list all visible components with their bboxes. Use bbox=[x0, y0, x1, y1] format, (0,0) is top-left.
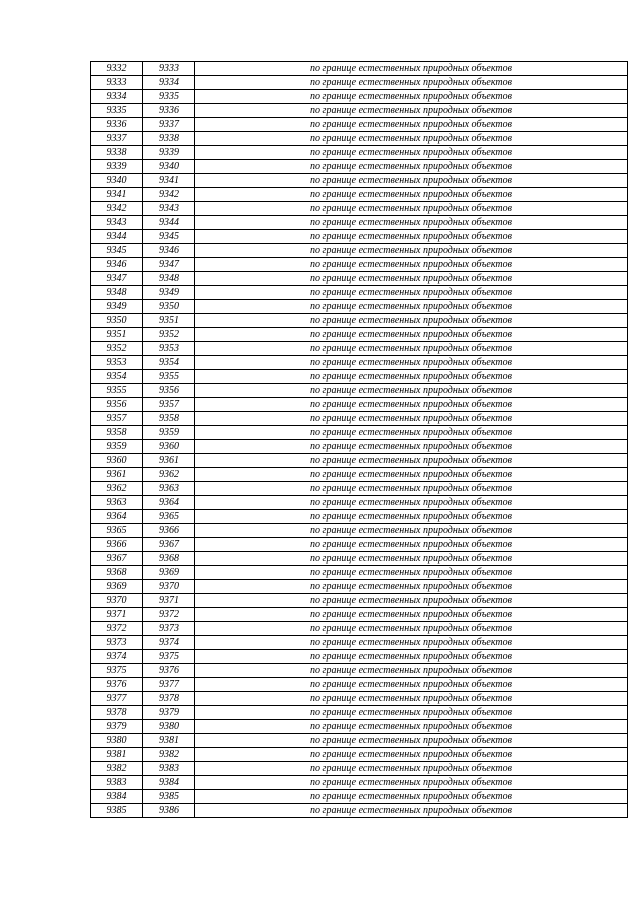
point-from-cell: 9354 bbox=[91, 370, 143, 384]
point-to-cell: 9353 bbox=[143, 342, 195, 356]
table-row bbox=[91, 538, 628, 552]
boundary-description-cell: по границе естественных природных объектов bbox=[195, 566, 628, 580]
boundary-description-cell: по границе естественных природных объектов bbox=[195, 286, 628, 300]
point-from-cell: 9350 bbox=[91, 314, 143, 328]
point-to-cell: 9345 bbox=[143, 230, 195, 244]
boundary-description-cell: по границе естественных природных объектов bbox=[195, 664, 628, 678]
point-to-cell: 9362 bbox=[143, 468, 195, 482]
boundary-description-cell: по границе естественных природных объектов bbox=[195, 104, 628, 118]
point-to-cell: 9363 bbox=[143, 482, 195, 496]
table-row bbox=[91, 482, 628, 496]
point-to-cell: 9342 bbox=[143, 188, 195, 202]
boundary-description-cell: по границе естественных природных объектов bbox=[195, 580, 628, 594]
point-from-cell: 9344 bbox=[91, 230, 143, 244]
point-from-cell: 9370 bbox=[91, 594, 143, 608]
boundary-description-cell: по границе естественных природных объектов bbox=[195, 636, 628, 650]
point-from-cell: 9380 bbox=[91, 734, 143, 748]
boundary-description-cell: по границе естественных природных объектов bbox=[195, 790, 628, 804]
point-from-cell: 9364 bbox=[91, 510, 143, 524]
point-from-cell: 9349 bbox=[91, 300, 143, 314]
table-row bbox=[91, 552, 628, 566]
point-to-cell: 9355 bbox=[143, 370, 195, 384]
point-to-cell: 9364 bbox=[143, 496, 195, 510]
boundary-description-cell: по границе естественных природных объектов bbox=[195, 244, 628, 258]
point-to-cell: 9335 bbox=[143, 90, 195, 104]
point-from-cell: 9352 bbox=[91, 342, 143, 356]
point-from-cell: 9383 bbox=[91, 776, 143, 790]
table-row bbox=[91, 804, 628, 818]
point-from-cell: 9334 bbox=[91, 90, 143, 104]
boundary-description-cell: по границе естественных природных объектов bbox=[195, 734, 628, 748]
point-from-cell: 9366 bbox=[91, 538, 143, 552]
table-row bbox=[91, 216, 628, 230]
point-to-cell: 9343 bbox=[143, 202, 195, 216]
table-row bbox=[91, 468, 628, 482]
point-from-cell: 9377 bbox=[91, 692, 143, 706]
point-from-cell: 9339 bbox=[91, 160, 143, 174]
point-from-cell: 9356 bbox=[91, 398, 143, 412]
table-row bbox=[91, 510, 628, 524]
boundary-description-cell: по границе естественных природных объектов bbox=[195, 272, 628, 286]
boundary-description-cell: по границе естественных природных объектов bbox=[195, 370, 628, 384]
point-to-cell: 9382 bbox=[143, 748, 195, 762]
point-from-cell: 9336 bbox=[91, 118, 143, 132]
boundary-table bbox=[90, 61, 628, 818]
point-to-cell: 9347 bbox=[143, 258, 195, 272]
point-to-cell: 9359 bbox=[143, 426, 195, 440]
boundary-description-cell: по границе естественных природных объектов bbox=[195, 174, 628, 188]
point-from-cell: 9381 bbox=[91, 748, 143, 762]
table-row bbox=[91, 440, 628, 454]
boundary-description-cell: по границе естественных природных объектов bbox=[195, 62, 628, 76]
point-from-cell: 9379 bbox=[91, 720, 143, 734]
point-to-cell: 9361 bbox=[143, 454, 195, 468]
table-row bbox=[91, 594, 628, 608]
table-row bbox=[91, 692, 628, 706]
table-row bbox=[91, 132, 628, 146]
boundary-description-cell: по границе естественных природных объектов bbox=[195, 300, 628, 314]
boundary-description-cell: по границе естественных природных объектов bbox=[195, 146, 628, 160]
point-to-cell: 9338 bbox=[143, 132, 195, 146]
boundary-description-cell: по границе естественных природных объектов bbox=[195, 314, 628, 328]
point-from-cell: 9373 bbox=[91, 636, 143, 650]
table-row bbox=[91, 160, 628, 174]
point-from-cell: 9374 bbox=[91, 650, 143, 664]
point-to-cell: 9375 bbox=[143, 650, 195, 664]
table-row bbox=[91, 748, 628, 762]
table-row bbox=[91, 258, 628, 272]
point-from-cell: 9353 bbox=[91, 356, 143, 370]
point-from-cell: 9357 bbox=[91, 412, 143, 426]
boundary-description-cell: по границе естественных природных объектов bbox=[195, 188, 628, 202]
table-row bbox=[91, 454, 628, 468]
point-to-cell: 9379 bbox=[143, 706, 195, 720]
boundary-description-cell: по границе естественных природных объектов bbox=[195, 706, 628, 720]
point-to-cell: 9373 bbox=[143, 622, 195, 636]
table-row bbox=[91, 580, 628, 594]
boundary-description-cell: по границе естественных природных объектов bbox=[195, 804, 628, 818]
table-row bbox=[91, 244, 628, 258]
point-to-cell: 9384 bbox=[143, 776, 195, 790]
point-to-cell: 9352 bbox=[143, 328, 195, 342]
point-to-cell: 9348 bbox=[143, 272, 195, 286]
table-row bbox=[91, 328, 628, 342]
table-row bbox=[91, 370, 628, 384]
point-to-cell: 9337 bbox=[143, 118, 195, 132]
boundary-description-cell: по границе естественных природных объектов bbox=[195, 454, 628, 468]
boundary-description-cell: по границе естественных природных объектов bbox=[195, 608, 628, 622]
point-from-cell: 9347 bbox=[91, 272, 143, 286]
table-row bbox=[91, 356, 628, 370]
point-to-cell: 9351 bbox=[143, 314, 195, 328]
point-to-cell: 9339 bbox=[143, 146, 195, 160]
boundary-description-cell: по границе естественных природных объектов bbox=[195, 412, 628, 426]
table-row bbox=[91, 76, 628, 90]
boundary-description-cell: по границе естественных природных объектов bbox=[195, 398, 628, 412]
boundary-description-cell: по границе естественных природных объектов bbox=[195, 552, 628, 566]
point-to-cell: 9344 bbox=[143, 216, 195, 230]
point-from-cell: 9342 bbox=[91, 202, 143, 216]
table-row bbox=[91, 62, 628, 76]
boundary-description-cell: по границе естественных природных объектов bbox=[195, 524, 628, 538]
point-from-cell: 9358 bbox=[91, 426, 143, 440]
boundary-description-cell: по границе естественных природных объектов bbox=[195, 776, 628, 790]
point-to-cell: 9366 bbox=[143, 524, 195, 538]
point-to-cell: 9376 bbox=[143, 664, 195, 678]
point-to-cell: 9367 bbox=[143, 538, 195, 552]
point-from-cell: 9362 bbox=[91, 482, 143, 496]
point-to-cell: 9370 bbox=[143, 580, 195, 594]
point-from-cell: 9378 bbox=[91, 706, 143, 720]
table-row bbox=[91, 496, 628, 510]
boundary-description-cell: по границе естественных природных объектов bbox=[195, 426, 628, 440]
point-from-cell: 9367 bbox=[91, 552, 143, 566]
point-from-cell: 9365 bbox=[91, 524, 143, 538]
point-to-cell: 9349 bbox=[143, 286, 195, 300]
boundary-description-cell: по границе естественных природных объектов bbox=[195, 482, 628, 496]
point-from-cell: 9384 bbox=[91, 790, 143, 804]
boundary-description-cell: по границе естественных природных объектов bbox=[195, 160, 628, 174]
point-from-cell: 9338 bbox=[91, 146, 143, 160]
point-from-cell: 9371 bbox=[91, 608, 143, 622]
table-row bbox=[91, 118, 628, 132]
table-row bbox=[91, 342, 628, 356]
boundary-description-cell: по границе естественных природных объектов bbox=[195, 132, 628, 146]
table-row bbox=[91, 90, 628, 104]
table-body bbox=[91, 62, 628, 818]
point-from-cell: 9375 bbox=[91, 664, 143, 678]
point-from-cell: 9348 bbox=[91, 286, 143, 300]
point-to-cell: 9368 bbox=[143, 552, 195, 566]
table-row bbox=[91, 300, 628, 314]
boundary-description-cell: по границе естественных природных объектов bbox=[195, 748, 628, 762]
boundary-description-cell: по границе естественных природных объектов bbox=[195, 692, 628, 706]
boundary-description-cell: по границе естественных природных объектов bbox=[195, 538, 628, 552]
boundary-description-cell: по границе естественных природных объектов bbox=[195, 496, 628, 510]
table-row bbox=[91, 734, 628, 748]
table-row bbox=[91, 398, 628, 412]
table-row bbox=[91, 426, 628, 440]
table-row bbox=[91, 622, 628, 636]
table-row bbox=[91, 272, 628, 286]
point-from-cell: 9351 bbox=[91, 328, 143, 342]
point-to-cell: 9340 bbox=[143, 160, 195, 174]
point-from-cell: 9363 bbox=[91, 496, 143, 510]
table-row bbox=[91, 720, 628, 734]
point-from-cell: 9376 bbox=[91, 678, 143, 692]
point-to-cell: 9336 bbox=[143, 104, 195, 118]
point-to-cell: 9354 bbox=[143, 356, 195, 370]
point-to-cell: 9334 bbox=[143, 76, 195, 90]
point-to-cell: 9385 bbox=[143, 790, 195, 804]
point-from-cell: 9341 bbox=[91, 188, 143, 202]
table-row bbox=[91, 188, 628, 202]
table-row bbox=[91, 314, 628, 328]
point-to-cell: 9360 bbox=[143, 440, 195, 454]
boundary-description-cell: по границе естественных природных объектов bbox=[195, 678, 628, 692]
table-row bbox=[91, 230, 628, 244]
point-from-cell: 9335 bbox=[91, 104, 143, 118]
point-from-cell: 9369 bbox=[91, 580, 143, 594]
point-to-cell: 9341 bbox=[143, 174, 195, 188]
point-to-cell: 9383 bbox=[143, 762, 195, 776]
point-to-cell: 9365 bbox=[143, 510, 195, 524]
boundary-description-cell: по границе естественных природных объектов bbox=[195, 720, 628, 734]
point-to-cell: 9374 bbox=[143, 636, 195, 650]
point-from-cell: 9385 bbox=[91, 804, 143, 818]
table-row bbox=[91, 762, 628, 776]
boundary-description-cell: по границе естественных природных объектов bbox=[195, 622, 628, 636]
point-from-cell: 9361 bbox=[91, 468, 143, 482]
point-to-cell: 9372 bbox=[143, 608, 195, 622]
boundary-description-cell: по границе естественных природных объектов bbox=[195, 328, 628, 342]
point-from-cell: 9345 bbox=[91, 244, 143, 258]
point-to-cell: 9346 bbox=[143, 244, 195, 258]
point-to-cell: 9377 bbox=[143, 678, 195, 692]
table-row bbox=[91, 790, 628, 804]
point-from-cell: 9359 bbox=[91, 440, 143, 454]
table-row bbox=[91, 636, 628, 650]
table-row bbox=[91, 524, 628, 538]
table-row bbox=[91, 706, 628, 720]
point-to-cell: 9350 bbox=[143, 300, 195, 314]
point-to-cell: 9380 bbox=[143, 720, 195, 734]
point-from-cell: 9372 bbox=[91, 622, 143, 636]
boundary-description-cell: по границе естественных природных объектов bbox=[195, 762, 628, 776]
boundary-description-cell: по границе естественных природных объектов bbox=[195, 594, 628, 608]
table-row bbox=[91, 776, 628, 790]
boundary-description-cell: по границе естественных природных объектов bbox=[195, 440, 628, 454]
boundary-description-cell: по границе естественных природных объектов bbox=[195, 76, 628, 90]
boundary-description-cell: по границе естественных природных объектов bbox=[195, 202, 628, 216]
point-from-cell: 9355 bbox=[91, 384, 143, 398]
boundary-description-cell: по границе естественных природных объектов bbox=[195, 258, 628, 272]
boundary-description-cell: по границе естественных природных объектов bbox=[195, 118, 628, 132]
boundary-description-cell: по границе естественных природных объектов bbox=[195, 216, 628, 230]
boundary-description-cell: по границе естественных природных объектов bbox=[195, 230, 628, 244]
point-to-cell: 9386 bbox=[143, 804, 195, 818]
table-row bbox=[91, 608, 628, 622]
boundary-description-cell: по границе естественных природных объектов bbox=[195, 90, 628, 104]
point-to-cell: 9378 bbox=[143, 692, 195, 706]
point-from-cell: 9346 bbox=[91, 258, 143, 272]
point-from-cell: 9368 bbox=[91, 566, 143, 580]
point-from-cell: 9333 bbox=[91, 76, 143, 90]
point-from-cell: 9360 bbox=[91, 454, 143, 468]
table-row bbox=[91, 678, 628, 692]
table-row bbox=[91, 412, 628, 426]
table-row bbox=[91, 384, 628, 398]
point-from-cell: 9340 bbox=[91, 174, 143, 188]
boundary-description-cell: по границе естественных природных объектов bbox=[195, 342, 628, 356]
boundary-description-cell: по границе естественных природных объектов bbox=[195, 384, 628, 398]
table-row bbox=[91, 146, 628, 160]
table-row bbox=[91, 104, 628, 118]
point-from-cell: 9382 bbox=[91, 762, 143, 776]
point-to-cell: 9333 bbox=[143, 62, 195, 76]
point-to-cell: 9381 bbox=[143, 734, 195, 748]
table-row bbox=[91, 566, 628, 580]
point-from-cell: 9332 bbox=[91, 62, 143, 76]
boundary-description-cell: по границе естественных природных объектов bbox=[195, 650, 628, 664]
point-to-cell: 9371 bbox=[143, 594, 195, 608]
point-from-cell: 9343 bbox=[91, 216, 143, 230]
boundary-description-cell: по границе естественных природных объектов bbox=[195, 356, 628, 370]
table-row bbox=[91, 650, 628, 664]
point-to-cell: 9369 bbox=[143, 566, 195, 580]
table-row bbox=[91, 202, 628, 216]
boundary-description-cell: по границе естественных природных объектов bbox=[195, 468, 628, 482]
point-to-cell: 9357 bbox=[143, 398, 195, 412]
point-to-cell: 9358 bbox=[143, 412, 195, 426]
table-row bbox=[91, 664, 628, 678]
table-row bbox=[91, 174, 628, 188]
boundary-description-cell: по границе естественных природных объектов bbox=[195, 510, 628, 524]
point-to-cell: 9356 bbox=[143, 384, 195, 398]
point-from-cell: 9337 bbox=[91, 132, 143, 146]
table-row bbox=[91, 286, 628, 300]
